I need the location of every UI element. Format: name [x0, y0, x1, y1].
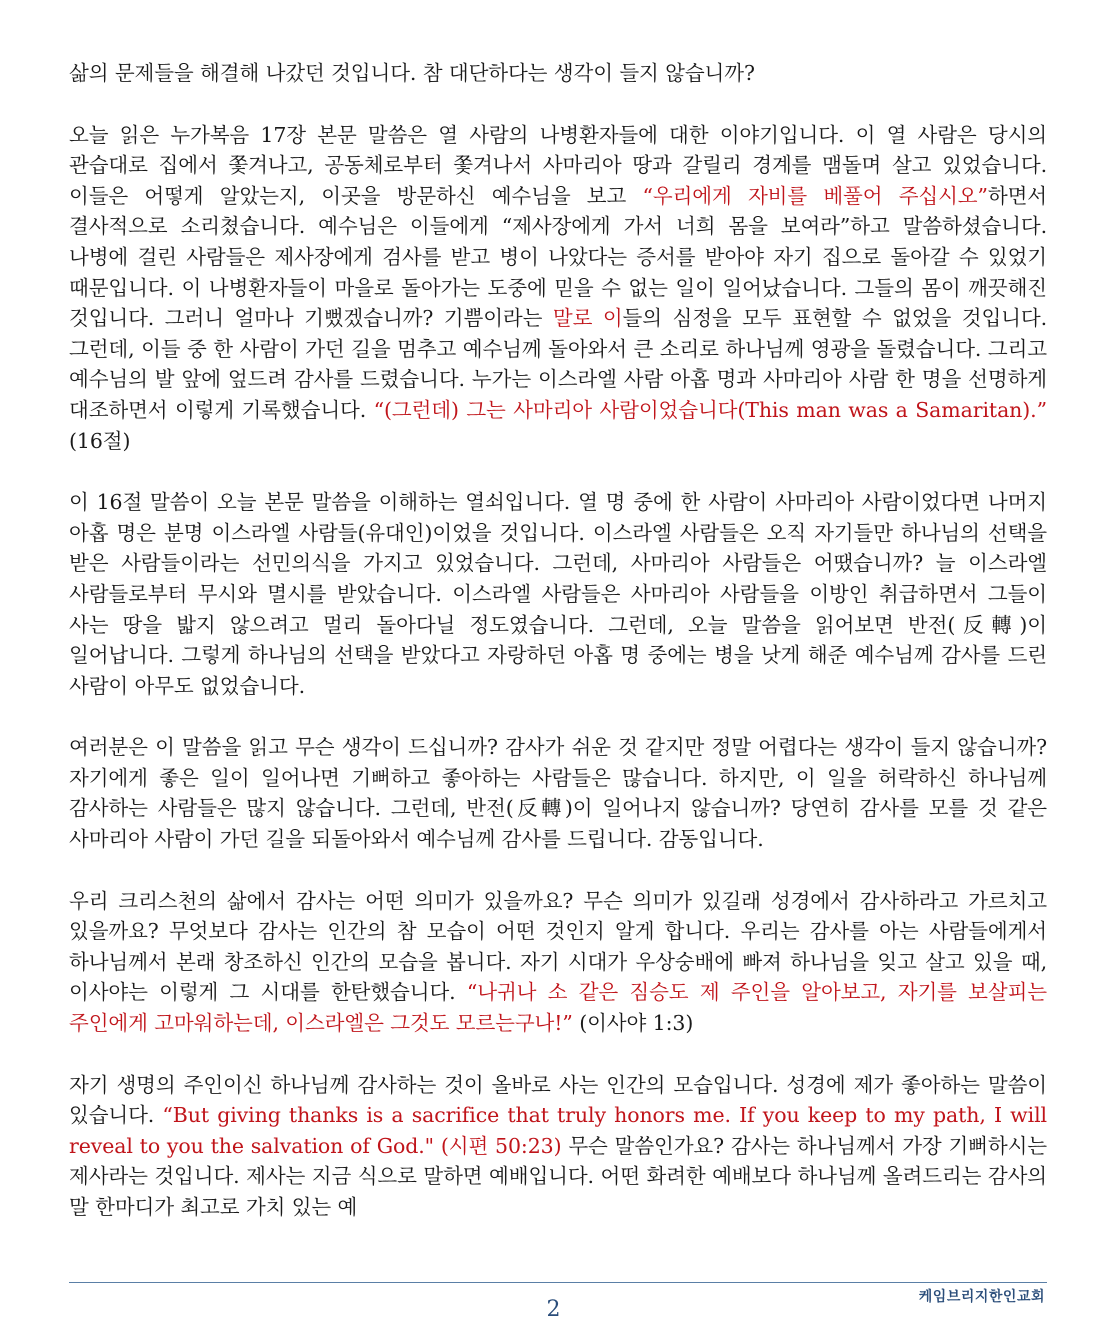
paragraph-2 [69, 120, 1047, 457]
paragraph-6 [69, 1070, 1047, 1223]
paragraph-5 [69, 886, 1047, 1039]
quoted-scripture-text: “우리에게 자비를 베풀어 주십시오” [642, 183, 988, 208]
body-text: 우리 크리스천의 삶에서 감사는 어떤 의미가 있을까요? 무슨 의미가 있길래 성경에서 감사하라고 가르치고 있을까요? 무엇보다 감사는 인간의 참 모습이 어떤 것인지 알게 합니다. 우리는 감사를 아는 사람들에게서 하나님께서 본래 창조하신 인간의 모습을 봅니다. 자기 시대가 우상숭배에 빠져 하나님을 잊고 살고 있을 때, 이사야는 이렇게 그 시대를 한탄했습니다. [69, 888, 1047, 1005]
body-text: 무슨 말씀인가요? 감사는 하나님께서 가장 기뻐하시는 제사라는 것입니다. 제사는 지금 식으로 말하면 예배입니다. 어떤 화려한 예배보다 하나님께 올려드리는 감사의 말 한마디가 최고로 가치 있는 예 [69, 1133, 1047, 1219]
body-text: 하면서 결사적으로 소리쳤습니다. 예수님은 이들에게 “제사장에게 가서 너희 몸을 보여라”하고 말씀하셨습니다. 나병에 걸린 사람들은 제사장에게 검사를 받고 병이 나았다는 증서를 받아야 자기 집으로 돌아갈 수 있었기 때문입니다. 이 나병환자들이 마을로 돌아가는 도중에 믿을 수 없는 일이 일어났습니다. 그들의 몸이 깨끗해진 것입니다. 그러니 얼마나 기뻤겠습니까? 기쁨이라는 [69, 183, 1048, 331]
body-text: (이사야 1:3) [572, 1011, 694, 1036]
quoted-scripture-text: “But giving thanks is a sacrifice that truly honors me. If you keep to my path, I will reveal to you the salvation of God." (시편 50:23) [69, 1103, 1047, 1158]
body-text: 자기 생명의 주인이신 하나님께 감사하는 것이 올바로 사는 인간의 모습입니다. 성경에 제가 좋아하는 말씀이 있습니다. [69, 1072, 1047, 1128]
paragraph-3 [69, 487, 1047, 701]
body-text: 삶의 문제들을 해결해 나갔던 것입니다. 참 대단하다는 생각이 들지 않습니까? [69, 61, 755, 85]
body-text: 여러분은 이 말씀을 읽고 무슨 생각이 드십니까? 감사가 쉬운 것 같지만 정말 어렵다는 생각이 들지 않습니까? 자기에게 좋은 일이 일어나면 기뻐하고 좋아하는 사람들은 많습니다. 하지만, 이 일을 허락하신 하나님께 감사하는 사람들은 많지 않습니다. 그런데, 반전(反轉)이 일어나지 않습니까? 당연히 감사를 모를 것 같은 사마리아 사람이 가던 길을 되돌아와서 예수님께 감사를 드립니다. 감동입니다. [69, 735, 1047, 852]
quoted-scripture-text: 말로 이 [552, 306, 623, 331]
footer-divider [69, 1282, 1047, 1283]
body-text: (16절) [69, 428, 131, 453]
paragraph-4 [69, 732, 1047, 854]
page-number: 2 [546, 1297, 561, 1322]
quoted-scripture-text: “(그런데) 그는 사마리아 사람이었습니다(This man was a Samaritan).” [373, 397, 1047, 422]
body-text: 오늘 읽은 누가복음 17장 본문 말씀은 열 사람의 나병환자들에 대한 이야기입니다. 이 열 사람은 당시의 관습대로 집에서 쫓겨나고, 공동체로부터 쫓겨나서 사마리아 땅과 갈릴리 경계를 맴돌며 살고 있었습니다. 이들은 어떻게 알았는지, 이곳을 방문하신 예수님을 보고 [69, 122, 1047, 208]
document-body [69, 58, 1047, 1254]
quoted-scripture-text: “나귀나 소 같은 짐승도 제 주인을 알아보고, 자기를 보살피는 주인에게 고마워하는데, 이스라엘은 그것도 모르는구나!” [69, 980, 1047, 1036]
body-text: 들의 심정을 모두 표현할 수 없었을 것입니다. 그런데, 이들 중 한 사람이 가던 길을 멈추고 예수님께 돌아와서 큰 소리로 하나님께 영광을 돌렸습니다. 그리고 예수님의 발 앞에 엎드려 감사를 드렸습니다. 누가는 이스라엘 사람 아홉 명과 사마리아 사람 한 명을 선명하게 대조하면서 이렇게 기록했습니다. [69, 306, 1047, 422]
paragraph-1 [69, 58, 1047, 89]
body-text: 이 16절 말씀이 오늘 본문 말씀을 이해하는 열쇠입니다. 열 명 중에 한 사람이 사마리아 사람이었다면 나머지 아홉 명은 분명 이스라엘 사람들(유대인)이었을 것입니다. 이스라엘 사람들은 오직 자기들만 하나님의 선택을 받은 사람들이라는 선민의식을 가지고 있었습니다. 그런데, 사마리아 사람들은 어땠습니까? 늘 이스라엘 사람들로부터 무시와 멸시를 받았습니다. 이스라엘 사람들은 사마리아 사람들을 이방인 취급하면서 그들이 사는 땅을 밟지 않으려고 멀리 돌아다닐 정도였습니다. 그런데, 오늘 말씀을 읽어보면 반전(反轉)이 일어납니다. 그렇게 하나님의 선택을 받았다고 자랑하던 아홉 명 중에는 병을 낫게 해준 예수님께 감사를 드린 사람이 아무도 없었습니다. [69, 490, 1047, 698]
church-name: 케임브리지한인교회 [918, 1289, 1045, 1305]
